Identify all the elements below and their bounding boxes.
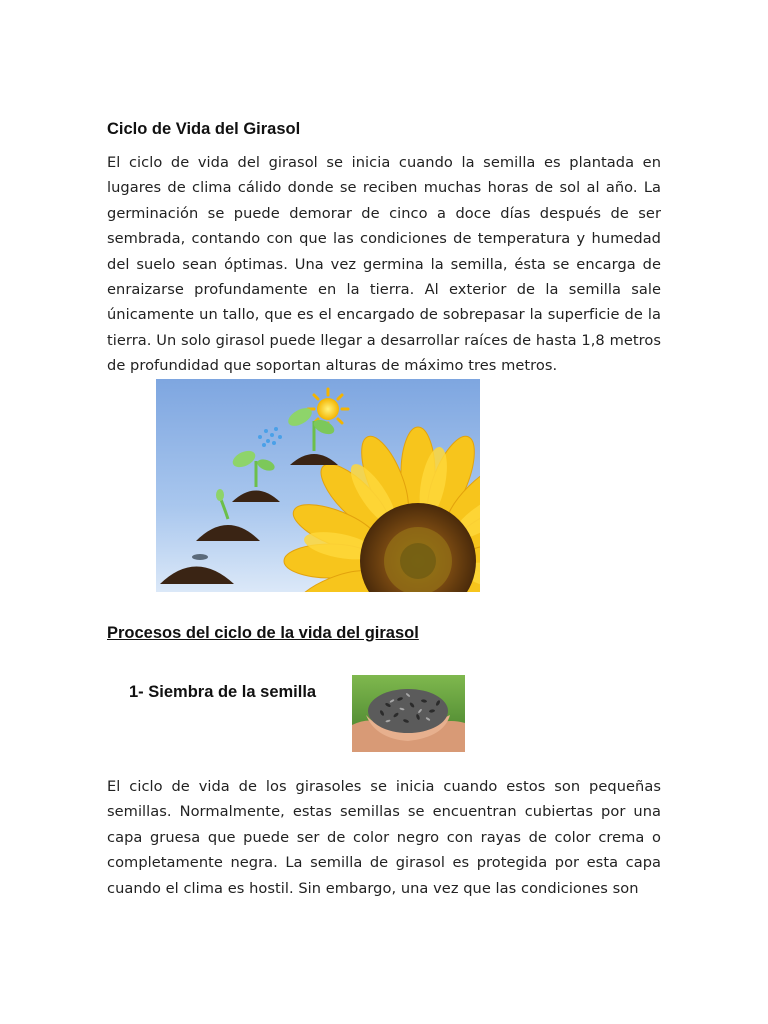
sunflower-life-cycle-image: [156, 379, 480, 592]
intro-paragraph: El ciclo de vida del girasol se inicia cuando la semilla es plantada en lugares de clima cálido donde se reciben muchas horas de sol al año. La germinación se puede demorar de cinco a doce días después de ser sembrada, contando con que las condiciones de temperatura y humedad del suelo sean óptimas. Una vez germina la semilla, ésta se encarga de enraizarse profundamente en la tierra. Al exterior de la semilla sale únicamente un tallo, que es el encargado de sobrepasar la superficie de la tierra. Un solo girasol puede llegar a desarrollar raíces de hasta 1,8 metros de profundidad que soportan alturas de máximo tres metros.: [107, 154, 661, 375]
section-heading: Procesos del ciclo de la vida del girasol: [107, 624, 419, 642]
sunflower-seeds-image: [352, 675, 465, 752]
step-paragraph: El ciclo de vida de los girasoles se inicia cuando estos son pequeñas semillas. Normalmente, estas semillas se encuentran cubiertas por una capa gruesa que puede ser de color negro con rayas de color crema o completamente negra. La semilla de girasol es protegida por esta capa cuando el clima es hostil. Sin embargo, una vez que las condiciones son: [107, 778, 661, 897]
document-title: Ciclo de Vida del Girasol: [107, 120, 301, 138]
step-heading: 1- Siembra de la semilla: [129, 683, 317, 701]
